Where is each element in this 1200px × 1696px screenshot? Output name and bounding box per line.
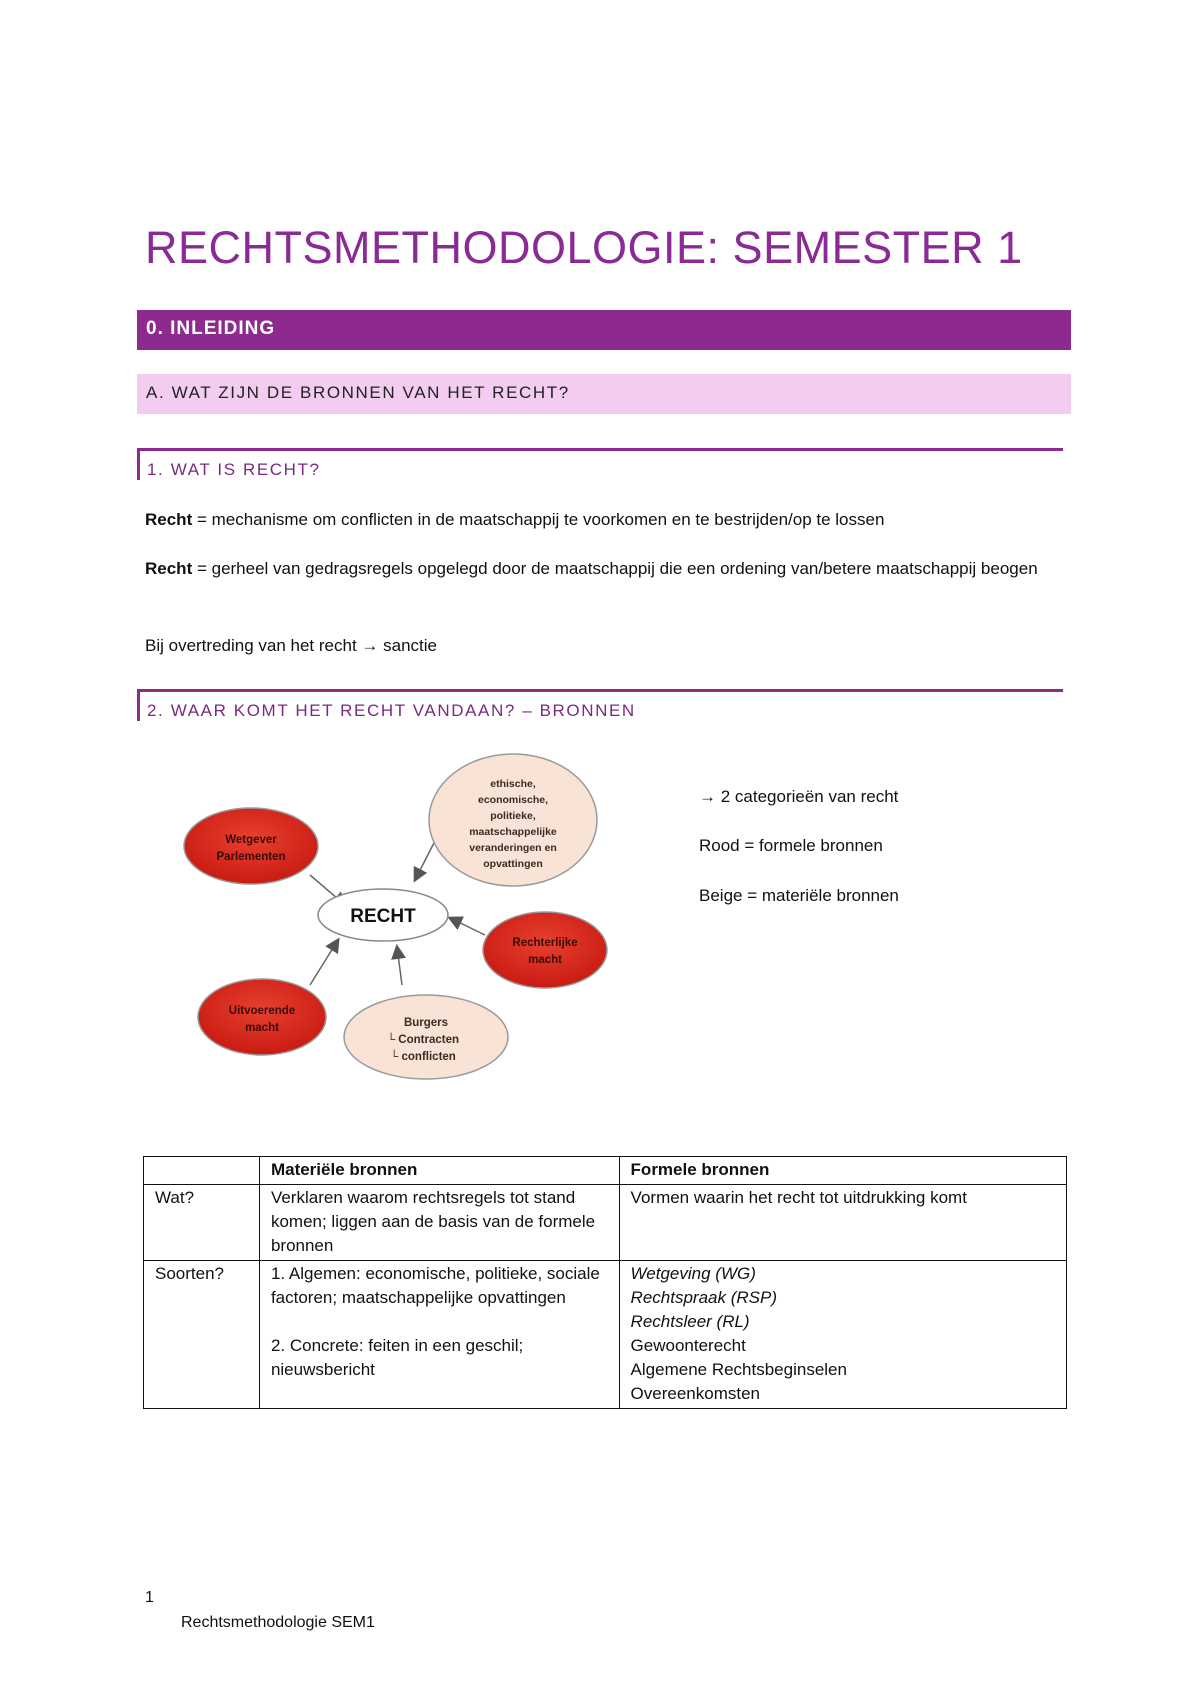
- node-uitvoerend: [198, 979, 326, 1055]
- formeel-item: Wetgeving (WG): [630, 1264, 756, 1283]
- table-cell-materieel: Verklaren waarom rechtsregels tot stand komen; liggen aan de basis van de formele bronnen: [259, 1185, 619, 1261]
- formeel-item: Gewoonterecht: [630, 1336, 746, 1355]
- definition-1-text: = mechanisme om conflicten in de maatschappij te voorkomen en te bestrijden/op te lossen: [192, 510, 885, 529]
- table-header-cell: Materiële bronnen: [259, 1157, 619, 1185]
- node-burgers-line1: Burgers: [403, 1017, 449, 1029]
- definition-2-text: = gerheel van gedragsregels opgelegd door de maatschappij die een ordening van/betere maatschappij beogen: [192, 559, 1038, 578]
- node-burgers-line3: └ conflicten: [390, 1051, 456, 1063]
- table-cell-formeel: Vormen waarin het recht tot uitdrukking komt: [619, 1185, 1066, 1261]
- node-rechterlijk: [483, 912, 607, 988]
- materieel-concreet: 2. Concrete: feiten in een geschil; nieuwsbericht: [270, 1336, 524, 1379]
- sanction-text: Bij overtreding van het recht → sanctie: [145, 636, 437, 655]
- formeel-item: Algemene Rechtsbeginselen: [630, 1360, 847, 1379]
- table-row-label: Wat?: [144, 1185, 260, 1261]
- document-title: RECHTSMETHODOLOGIE: SEMESTER 1: [145, 222, 1023, 273]
- definition-2: [145, 555, 1065, 583]
- formeel-item: Rechtspraak (RSP): [630, 1288, 777, 1307]
- table-row: [144, 1261, 1067, 1409]
- definition-1: [145, 506, 1065, 534]
- arrow-uitvoerend: [310, 940, 338, 985]
- table-cell-materieel: [259, 1261, 619, 1409]
- table-row-label: Soorten?: [144, 1261, 260, 1409]
- definition-2-term: Recht: [145, 559, 193, 578]
- materieel-algemeen: 1. Algemen: economische, politieke, sociale factoren; maatschappelijke opvattingen: [270, 1264, 600, 1307]
- node-recht-label: RECHT: [350, 906, 416, 927]
- node-ethisch-line3: politieke,: [490, 810, 536, 822]
- node-ethisch-line2: economische,: [477, 794, 549, 806]
- heading-waar-komt-recht-vandaan: 2. WAAR KOMT HET RECHT VANDAAN? – BRONNEN: [137, 689, 1063, 721]
- table-header-cell: Formele bronnen: [619, 1157, 1066, 1185]
- footer-text: Rechtsmethodologie SEM1: [181, 1614, 375, 1631]
- node-ethisch-line4: maatschappelijke: [469, 826, 557, 838]
- node-uitvoerend-line1: Uitvoerende: [228, 1005, 296, 1017]
- note-categories: → 2 categorieën van recht: [699, 787, 899, 806]
- bronnen-diagram: [170, 740, 620, 1090]
- node-wetgever-line2: Parlementen: [216, 851, 286, 863]
- node-ethisch-line5: veranderingen en: [469, 842, 557, 854]
- arrow-burgers: [397, 947, 402, 985]
- bronnen-table: [143, 1156, 1067, 1409]
- table-header-cell: [144, 1157, 260, 1185]
- node-rechterlijk-line1: Rechterlijke: [512, 937, 578, 949]
- node-burgers-line2: └ Contracten: [386, 1034, 460, 1046]
- arrow-rechterlijk: [450, 918, 485, 935]
- note-beige: Beige = materiële bronnen: [699, 886, 899, 905]
- node-wetgever: [184, 808, 318, 884]
- heading-wat-is-recht: 1. WAT IS RECHT?: [137, 448, 1063, 480]
- heading-inleiding: 0. INLEIDING: [137, 310, 1071, 350]
- node-rechterlijk-line2: macht: [528, 954, 562, 966]
- formeel-item: Rechtsleer (RL): [630, 1312, 750, 1331]
- table-cell-formeel: [619, 1261, 1066, 1409]
- heading-bronnen: A. WAT ZIJN DE BRONNEN VAN HET RECHT?: [137, 374, 1071, 414]
- table-row: [144, 1185, 1067, 1261]
- node-wetgever-line1: Wetgever: [225, 834, 277, 846]
- formeel-item: Overeenkomsten: [630, 1384, 760, 1403]
- note-rood: Rood = formele bronnen: [699, 836, 883, 855]
- node-uitvoerend-line2: macht: [245, 1022, 279, 1034]
- node-ethisch-line1: ethische,: [490, 778, 536, 790]
- node-ethisch-line6: opvattingen: [483, 858, 543, 870]
- definition-1-term: Recht: [145, 510, 193, 529]
- page-number: 1: [145, 1589, 154, 1606]
- table-header-row: [144, 1157, 1067, 1185]
